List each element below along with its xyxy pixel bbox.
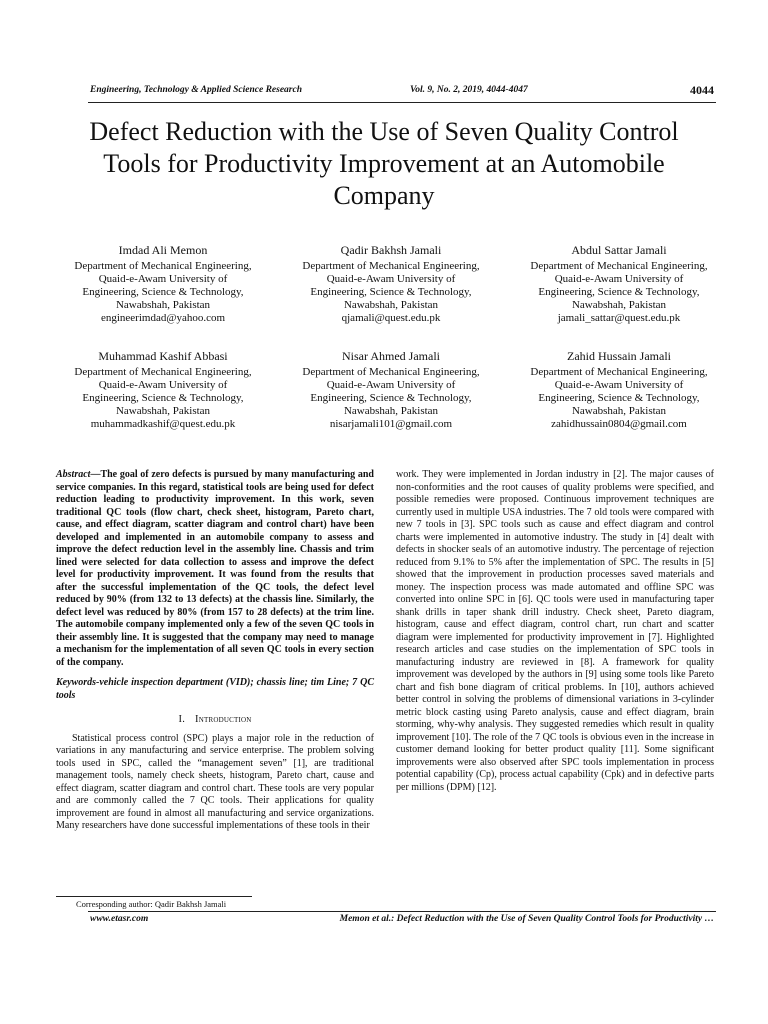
running-footer xyxy=(88,911,716,927)
author-row-2 xyxy=(50,349,730,431)
author-affiliation-line: Engineering, Science & Technology, xyxy=(310,286,472,298)
footer-citation: Memon et al.: Defect Reduction with the Use of Seven Quality Control Tools for Productivity … xyxy=(339,914,714,924)
author-name: Zahid Hussain Jamali xyxy=(567,349,671,363)
author-block xyxy=(506,349,732,431)
author-affiliation-line: Nawabshah, Pakistan xyxy=(343,405,439,417)
author-affiliation-line: Engineering, Science & Technology, xyxy=(538,392,700,404)
author-block xyxy=(278,349,504,431)
author-block xyxy=(50,243,276,325)
author-affiliation-line: Department of Mechanical Engineering, xyxy=(74,366,252,378)
running-header xyxy=(88,84,716,103)
author-affiliation-line: Department of Mechanical Engineering, xyxy=(302,260,480,272)
intro-paragraph-continued: work. They were implemented in Jordan industry in [2]. The major causes of non-conformities and the root causes of quality problems were specified, and possible remedies were proposed. Continuous improvement techniques are currently used in multiple USA industries. The 7 old tools were compared with new 7 tools in [3]. SPC tools such as cause and effect diagram and control charts were implemented in automotive industry. The study in [4] dealt with defects in shocker seals of an automotive industry. The percentage of rejection reduced from 9.1% to 5% after the implementation of SPC. The results in [5] showed that the improvement in production processes saved materials and money. The inspection process was made automated and offline SPC was converted into online SPC in [6]. QC tools were used in manufacturing taper shank drills in taper shank drill industry. Check sheet, Pareto diagram, histogram, cause and effect diagram, control chart, run chart and scatter diagram were implemented for productivity improvement in [7]. Highlighted research articles and case studies on the implementation of SPC tools in manufacturing industry are reviewed in [8]. A framework for quality improvement was developed by the authors in [9] using some tools like Pareto chart and fish bone diagram of critical problems. In [10], authors achieved better control in solving the problems of dimensional variations in 3-cylinder metric block casting using Pareto analysis, cause and effect diagram, brain storming, why-why analysis. They suggested remedies which result in quality improvement [10]. The role of the 7 QC tools is obvious even in the increase in customer demand looking for better product quality [11]. Some significant improvements were also observed after SPC tools implementation in process potential capability (Cp), process actual capability (Cpk) and in defective parts per millions (DPM) [12]. xyxy=(396,469,714,793)
author-affiliation-line: Quaid-e-Awam University of xyxy=(98,379,228,391)
author-name: Nisar Ahmed Jamali xyxy=(342,349,440,363)
abstract xyxy=(56,469,374,669)
author-email: engineerimdad@yahoo.com xyxy=(100,312,226,324)
author-email: jamali_sattar@quest.edu.pk xyxy=(557,312,681,324)
author-affiliation-line: Engineering, Science & Technology, xyxy=(310,392,472,404)
section-title: Introduction xyxy=(195,714,252,725)
author-affiliation-line: Nawabshah, Pakistan xyxy=(115,405,211,417)
author-block xyxy=(278,243,504,325)
author-row-1 xyxy=(50,243,730,325)
author-email: muhammadkashif@quest.edu.pk xyxy=(90,418,236,430)
right-column xyxy=(396,469,714,794)
section-number: I. xyxy=(178,714,186,725)
author-affiliation-line: Department of Mechanical Engineering, xyxy=(74,260,252,272)
author-affiliation-line: Quaid-e-Awam University of xyxy=(98,273,228,285)
abstract-lead: Abstract xyxy=(56,469,91,480)
author-affiliation-line: Nawabshah, Pakistan xyxy=(343,299,439,311)
author-affiliation-line: Department of Mechanical Engineering, xyxy=(530,260,708,272)
author-affiliation-line: Department of Mechanical Engineering, xyxy=(302,366,480,378)
author-affiliation-line: Nawabshah, Pakistan xyxy=(115,299,211,311)
author-name: Imdad Ali Memon xyxy=(118,243,208,257)
author-block xyxy=(506,243,732,325)
author-affiliation-line: Quaid-e-Awam University of xyxy=(326,273,456,285)
intro-paragraph: Statistical process control (SPC) plays a major role in the reduction of variations in any manufacturing and service enterprise. The problem solving tools used in SPC, called the “management seven” [1], are traditional management tools, namely check sheets, histogram, Pareto chart, cause and effect diagram, scatter diagram and control chart. These tools are very popular and are commonly called the 7 QC tools. Their applications for quality improvement are found in almost all manufacturing and service organizations. Many researchers have done successful implementations of these tools in their xyxy=(56,732,374,831)
author-name: Abdul Sattar Jamali xyxy=(571,243,667,257)
journal-website: www.etasr.com xyxy=(90,914,149,924)
page-number: 4044 xyxy=(690,83,714,97)
author-name: Qadir Bakhsh Jamali xyxy=(340,243,442,257)
left-column xyxy=(56,469,374,833)
author-affiliation-line: Department of Mechanical Engineering, xyxy=(530,366,708,378)
author-affiliation-line: Engineering, Science & Technology, xyxy=(538,286,700,298)
section-heading-introduction xyxy=(56,714,374,727)
paper-title: Defect Reduction with the Use of Seven Quality Control Tools for Productivity Improvement at an Automobile Company xyxy=(89,117,679,210)
author-affiliation-line: Nawabshah, Pakistan xyxy=(571,299,667,311)
author-affiliation-line: Quaid-e-Awam University of xyxy=(554,379,684,391)
journal-name: Engineering, Technology & Applied Science Research xyxy=(90,85,302,95)
author-name: Muhammad Kashif Abbasi xyxy=(98,349,228,363)
volume-info: Vol. 9, No. 2, 2019, 4044-4047 xyxy=(410,85,528,95)
corresponding-author-footnote: Corresponding author: Qadir Bakhsh Jamali xyxy=(76,899,227,909)
footnote-rule xyxy=(56,896,252,897)
author-affiliation-line: Quaid-e-Awam University of xyxy=(326,379,456,391)
author-block xyxy=(50,349,276,431)
author-email: zahidhussain0804@gmail.com xyxy=(551,418,687,430)
author-email: qjamali@quest.edu.pk xyxy=(341,312,441,324)
author-affiliation-line: Nawabshah, Pakistan xyxy=(571,405,667,417)
abstract-text: —The goal of zero defects is pursued by many manufacturing and service companies. In this regard, statistical tools are being used for defect reduction leading to productivity improvement. In this work, seven traditional QC tools (flow chart, check sheet, histogram, Pareto chart, cause, and effect diagram, scatter diagram and control chart) have been developed and implemented in an automobile company to assess and improve the defect reduction level in the assembly line. Chassis and trim lined were selected for data collection to assess and improve the defect level for productivity improvement. It was found from the results that after the successful implementation of the QC tools, the defect level reduced by 90% (from 132 to 13 defects) at the chassis line. Similarly, the defect level was reduced by 80% (from 157 to 28 defects) at the trim line. The automobile company implemented only a few of the seven QC tools in their assembly line. It is suggested that the company may need to manage a mechanism for the implementation of all seven QC tools in every section of the company. xyxy=(56,469,374,668)
author-email: nisarjamali101@gmail.com xyxy=(329,418,453,430)
author-affiliation-line: Quaid-e-Awam University of xyxy=(554,273,684,285)
keywords: Keywords-vehicle inspection department (VID); chassis line; tim Line; 7 QC tools xyxy=(56,677,374,701)
author-affiliation-line: Engineering, Science & Technology, xyxy=(82,286,244,298)
author-affiliation-line: Engineering, Science & Technology, xyxy=(82,392,244,404)
